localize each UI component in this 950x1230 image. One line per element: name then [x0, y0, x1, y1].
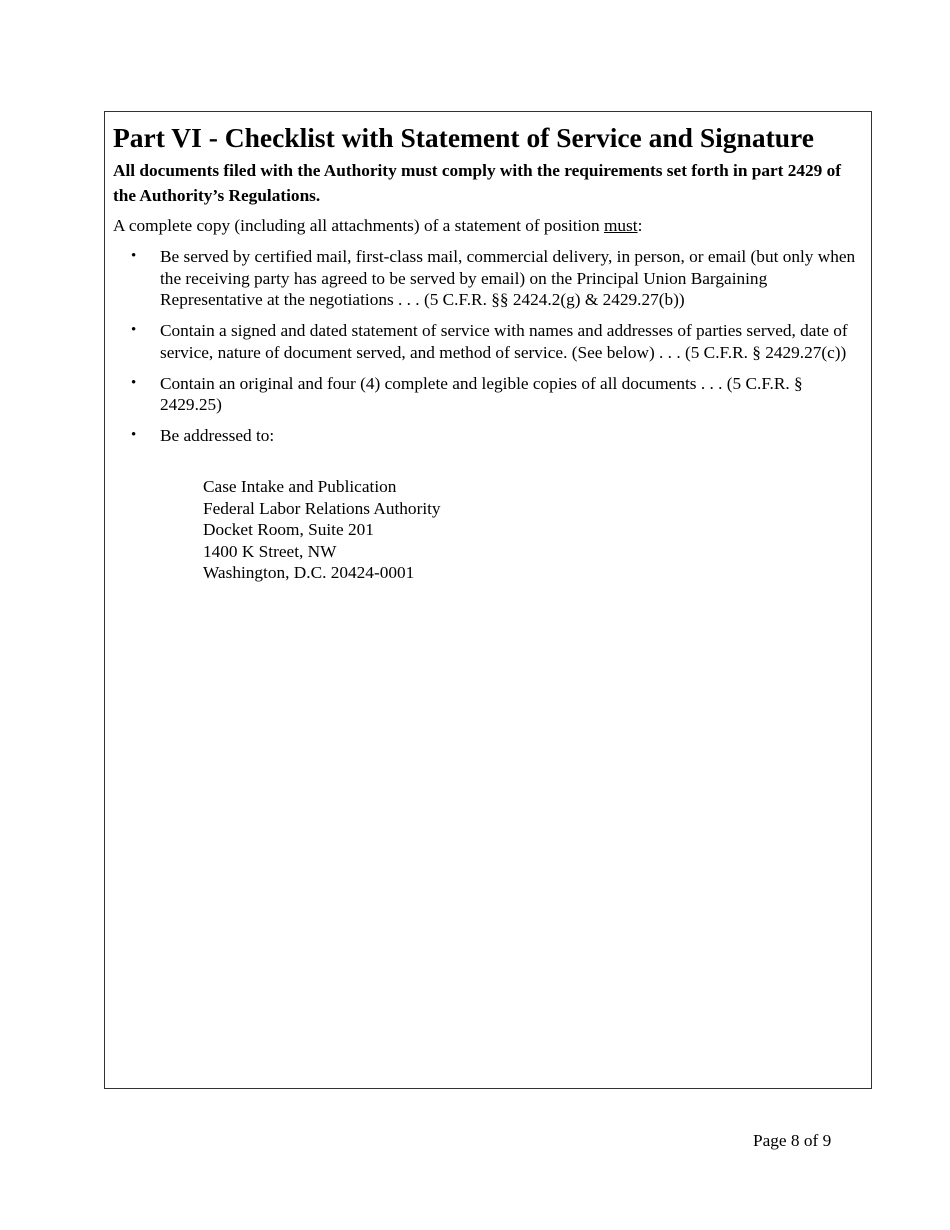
requirements-list: [105, 246, 871, 456]
list-item: [105, 320, 871, 363]
section-title: Part VI - Checklist with Statement of Service and Signature: [113, 122, 814, 153]
bullet-icon: •: [131, 248, 137, 264]
list-item: [105, 246, 871, 311]
intro-emphasis: must: [603, 216, 638, 235]
list-item-text: Be addressed to:: [160, 426, 275, 445]
address-line-agency: Federal Labor Relations Authority: [203, 498, 441, 518]
checklist-section-box: [104, 111, 872, 1089]
bullet-icon: •: [131, 374, 137, 391]
address-line-office: Case Intake and Publication: [203, 477, 397, 496]
page-number: Page 8 of 9: [753, 1131, 832, 1150]
address-line-street: 1400 K Street, NW: [203, 541, 337, 561]
section-subtitle: All documents filed with the Authority must comply with the requirements set forth in part 2429 of the Authority’s Regulations.: [113, 161, 842, 205]
list-item-text: Contain a signed and dated statement of service with names and addresses of parties served, date of service, nature of document served, and method of service. (See below) . . . (5 C.F.R. § 2429.27(c)): [160, 321, 848, 362]
list-item-text: Be served by certified mail, first-class mail, commercial delivery, in person, or email (but only when the receiving party has agreed to be served by email) on the Principal Union Bargaining Representative at the negotiations . . . (5 C.F.R. §§ 2424.2(g) & 2429.27(b)): [160, 247, 856, 309]
bullet-icon: •: [131, 322, 137, 338]
list-item: [105, 425, 871, 447]
list-item: [105, 373, 871, 416]
intro-colon: :: [637, 216, 643, 235]
intro-text: A complete copy (including all attachments) of a statement of position: [113, 216, 604, 235]
address-line-city: Washington, D.C. 20424-0001: [203, 563, 415, 582]
intro-paragraph: [113, 215, 642, 237]
bullet-icon: •: [131, 427, 137, 443]
mailing-address: [203, 476, 441, 584]
list-item-text: Contain an original and four (4) complete and legible copies of all documents . . . (5 C.F.R. § 2429.25): [160, 373, 803, 414]
address-line-room: Docket Room, Suite 201: [203, 520, 374, 539]
